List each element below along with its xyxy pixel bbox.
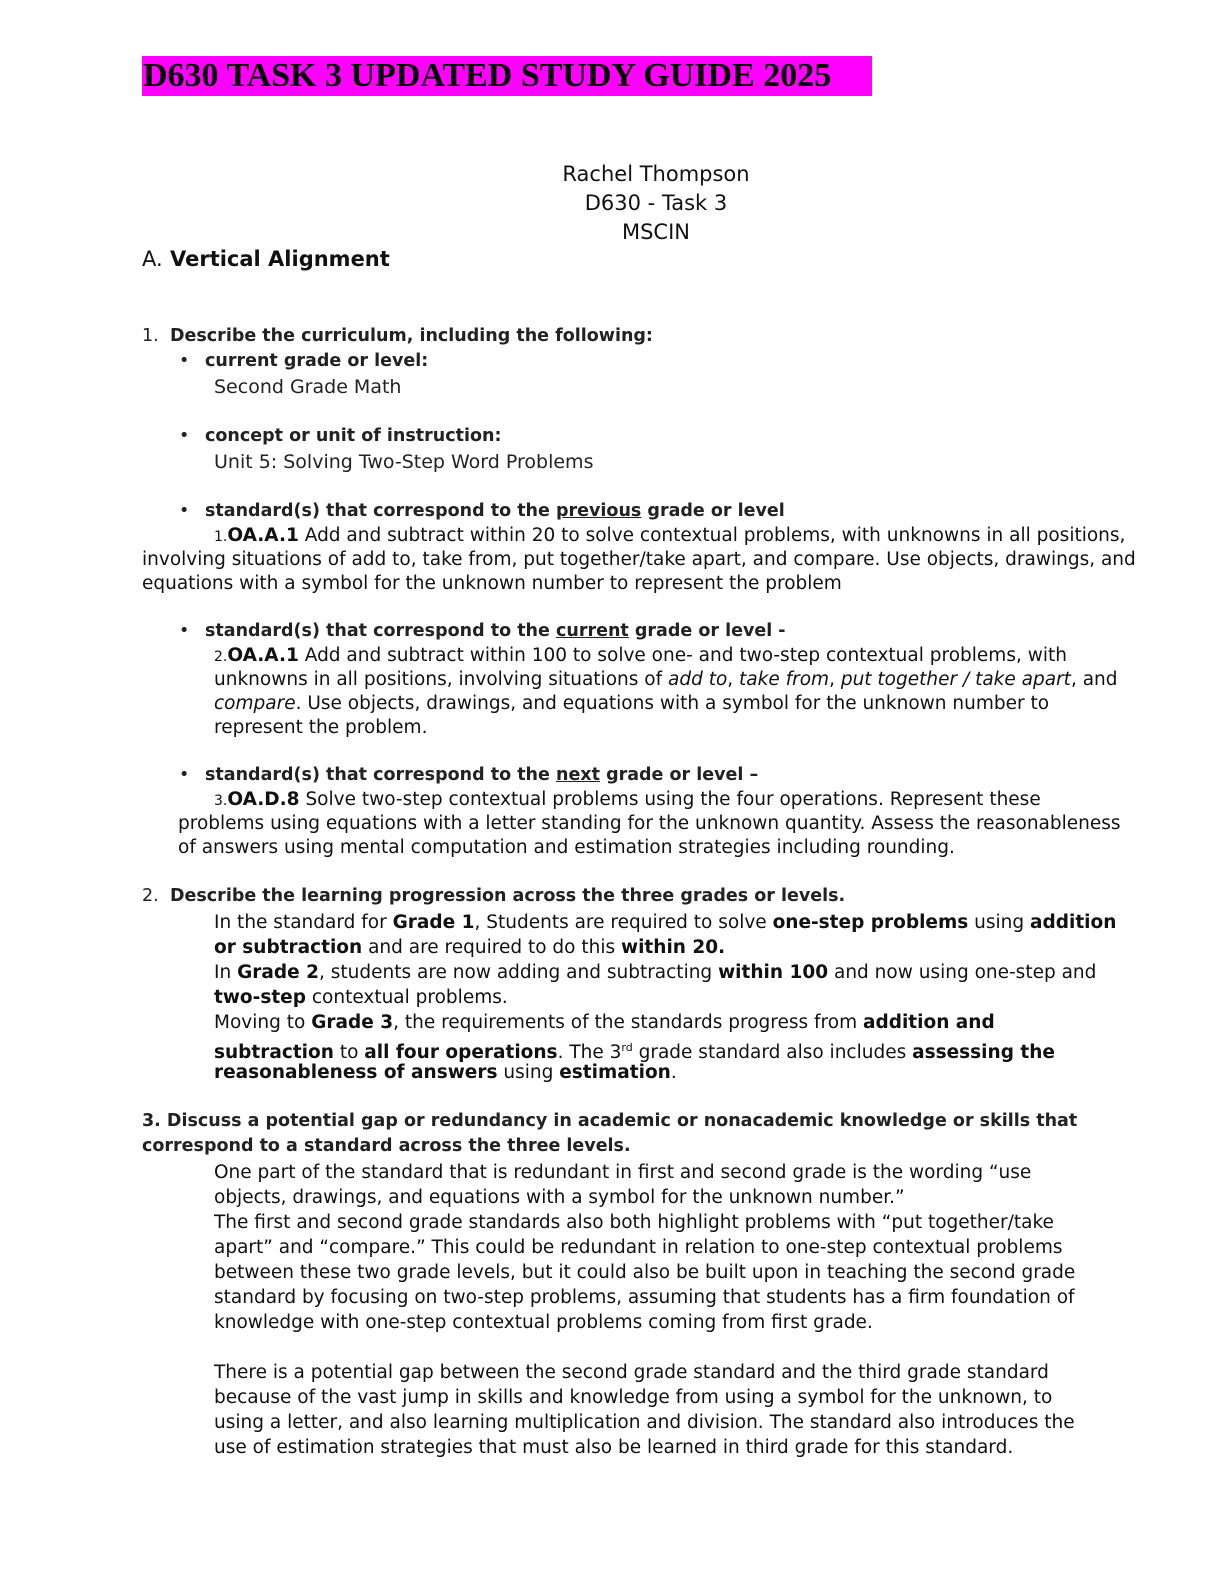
bold-text: Grade 2 [237, 962, 319, 983]
text: In [214, 962, 232, 983]
paragraph-line: apart” and “compare.” This could be redundant in relation to one-step contextual problems [214, 1237, 1063, 1258]
standard-text: Add and subtract within 20 to solve contextual problems, with unknowns in all positions, [304, 525, 1126, 546]
bullet-dot: • [179, 621, 190, 641]
standard-number: 1. [214, 529, 228, 545]
bullet-next-standard [179, 765, 759, 785]
text: In the standard for [214, 912, 387, 933]
question-number: 1. [142, 326, 159, 346]
bold-text: addition and [862, 1012, 995, 1033]
question-number: 2. [142, 886, 159, 906]
next-standard-line-3: of answers using mental computation and estimation strategies including rounding. [178, 837, 955, 858]
bullet-label: concept or unit of instruction: [205, 426, 502, 446]
bullet-label-post: grade or level [647, 501, 785, 521]
standard-code: OA.D.8 [227, 789, 300, 810]
standard-number: 3. [214, 793, 228, 809]
paragraph-line: between these two grade levels, but it could also be built upon in teaching the second grade [214, 1262, 1076, 1283]
question-number: 3. [142, 1111, 161, 1131]
bullet-previous-standard [179, 501, 785, 521]
bold-text: subtraction [214, 1042, 334, 1064]
question-2 [142, 886, 845, 906]
paragraph-line: The first and second grade standards also both highlight problems with “put together/take [214, 1212, 1054, 1233]
paragraph-line: use of estimation strategies that must also be learned in third grade for this standard. [214, 1437, 1014, 1458]
text: . The 3 [557, 1042, 622, 1064]
bold-text: within 100 [718, 962, 829, 983]
current-standard-line-4: represent the problem. [214, 717, 428, 738]
text: , the requirements of the standards progress from [393, 1012, 858, 1033]
next-standard-line-1 [214, 788, 1041, 814]
bullet-current-standard [179, 621, 786, 641]
text: and now using one-step and [833, 962, 1097, 983]
bold-text: addition [1030, 912, 1117, 933]
bold-text: two-step [214, 987, 306, 1008]
text: using [974, 912, 1025, 933]
italic-text: add to [667, 669, 728, 690]
bold-text: reasonableness of answers [214, 1062, 498, 1083]
paragraph-line: using a letter, and also learning multiplication and division. The standard also introduces the [214, 1412, 1075, 1433]
current-standard-line-3 [214, 692, 1049, 717]
course-name: D630 - Task 3 [584, 191, 728, 215]
text: and are required to do this [368, 937, 616, 958]
bullet-label: current grade or level: [205, 351, 429, 371]
paragraph-line: standard by focusing on two-step problems, assuming that students has a firm foundation of [214, 1287, 1075, 1308]
question-3-line-2: correspond to a standard across the three levels. [142, 1136, 631, 1156]
bullet-dot: • [179, 765, 190, 785]
bold-text: assessing the [912, 1042, 1055, 1064]
question-text: Describe the curriculum, including the following: [170, 326, 653, 346]
bullet-label-key: next [555, 765, 600, 785]
document-title: D630 TASK 3 UPDATED STUDY GUIDE 2025 [142, 56, 872, 96]
text: using [503, 1062, 554, 1083]
progression-line-3 [214, 961, 1096, 986]
bold-text: within 20. [621, 937, 726, 958]
answer-current-grade: Second Grade Math [214, 376, 402, 398]
progression-line-2 [214, 936, 725, 961]
bold-text: one-step problems [772, 912, 969, 933]
answer-unit: Unit 5: Solving Two-Step Word Problems [214, 451, 594, 473]
previous-standard-line-2: involving situations of add to, take from, put together/take apart, and compare. Use objects, drawings, and [142, 549, 1136, 570]
bullet-label-post: grade or level - [634, 621, 786, 641]
bullet-label-pre: standard(s) that correspond to the [205, 765, 550, 785]
text: and [1082, 669, 1118, 690]
bullet-dot: • [179, 426, 190, 446]
question-text: Describe the learning progression across the three grades or levels. [170, 886, 846, 906]
standard-text: Solve two-step contextual problems using the four operations. Represent these [305, 789, 1041, 810]
standard-text: Add and subtract within 100 to solve one- and two-step contextual problems, with [304, 645, 1067, 666]
standard-number: 2. [214, 649, 228, 665]
section-title: Vertical Alignment [169, 247, 390, 271]
paragraph-line: There is a potential gap between the second grade standard and the third grade standard [214, 1362, 1049, 1383]
bullet-label-key: current [555, 621, 629, 641]
gap-paragraph-2 [214, 1360, 1075, 1460]
bold-text: Grade 3 [311, 1012, 394, 1033]
previous-standard-line-3: equations with a symbol for the unknown number to represent the problem [142, 573, 842, 594]
bullet-dot: • [179, 501, 190, 521]
text: contextual problems. [311, 987, 508, 1008]
text: . Use objects, drawings, and equations with a symbol for the unknown number to [295, 693, 1050, 714]
paragraph-line: objects, drawings, and equations with a symbol for the unknown number.” [214, 1187, 905, 1208]
paragraph-line: because of the vast jump in skills and knowledge from using a symbol for the unknown, to [214, 1387, 1053, 1408]
italic-text: compare [214, 693, 296, 714]
paragraph-line: One part of the standard that is redundant in first and second grade is the wording “use [214, 1162, 1032, 1183]
text: , students are now adding and subtracting [318, 962, 713, 983]
current-standard-line-1 [214, 644, 1067, 670]
bullet-label-post: grade or level – [606, 765, 759, 785]
text: to [339, 1042, 359, 1064]
superscript: rd [621, 1041, 633, 1054]
bullet-unit [179, 426, 502, 446]
bullet-label-pre: standard(s) that correspond to the [205, 501, 550, 521]
standard-code: OA.A.1 [227, 645, 299, 666]
standard-code: OA.A.1 [227, 525, 299, 546]
bullet-current-grade [179, 351, 429, 371]
italic-text: take from [739, 669, 830, 690]
text: grade standard also includes [638, 1042, 907, 1064]
text: unknowns in all positions, involving situations of [214, 669, 663, 690]
text: , Students are required to solve [474, 912, 767, 933]
previous-standard-line-1 [214, 524, 1125, 550]
question-3 [142, 1111, 1077, 1131]
progression-line-4 [214, 986, 508, 1011]
italic-text: put together / take apart [840, 669, 1071, 690]
progression-line-1 [214, 911, 1116, 936]
section-a-heading [142, 247, 390, 271]
bullet-label-key: previous [555, 501, 642, 521]
paragraph-line: knowledge with one-step contextual problems coming from first grade. [214, 1312, 873, 1333]
gap-paragraph-1 [214, 1160, 1075, 1335]
current-standard-line-2: unknowns in all positions, involving situations of add to, take from, put together / take apart, and [214, 669, 1118, 690]
progression-line-7 [214, 1061, 677, 1086]
document-header [0, 160, 1224, 247]
question-1 [142, 326, 653, 346]
bullet-label-pre: standard(s) that correspond to the [205, 621, 550, 641]
text: Moving to [214, 1012, 306, 1033]
bullet-dot: • [179, 351, 190, 371]
bold-text: Grade 1 [392, 912, 475, 933]
program-name: MSCIN [621, 220, 690, 244]
section-letter: A. [142, 247, 163, 271]
question-text-line-1: Discuss a potential gap or redundancy in academic or nonacademic knowledge or skills that [166, 1111, 1078, 1131]
bold-text: or subtraction [214, 937, 363, 958]
next-standard-line-2: problems using equations with a letter standing for the unknown quantity. Assess the reasonableness [178, 813, 1121, 834]
author-name: Rachel Thompson [562, 162, 750, 186]
progression-line-5 [214, 1011, 995, 1036]
bold-text: all four operations [364, 1042, 558, 1064]
bold-text: estimation [559, 1062, 671, 1083]
text: . [670, 1062, 677, 1083]
